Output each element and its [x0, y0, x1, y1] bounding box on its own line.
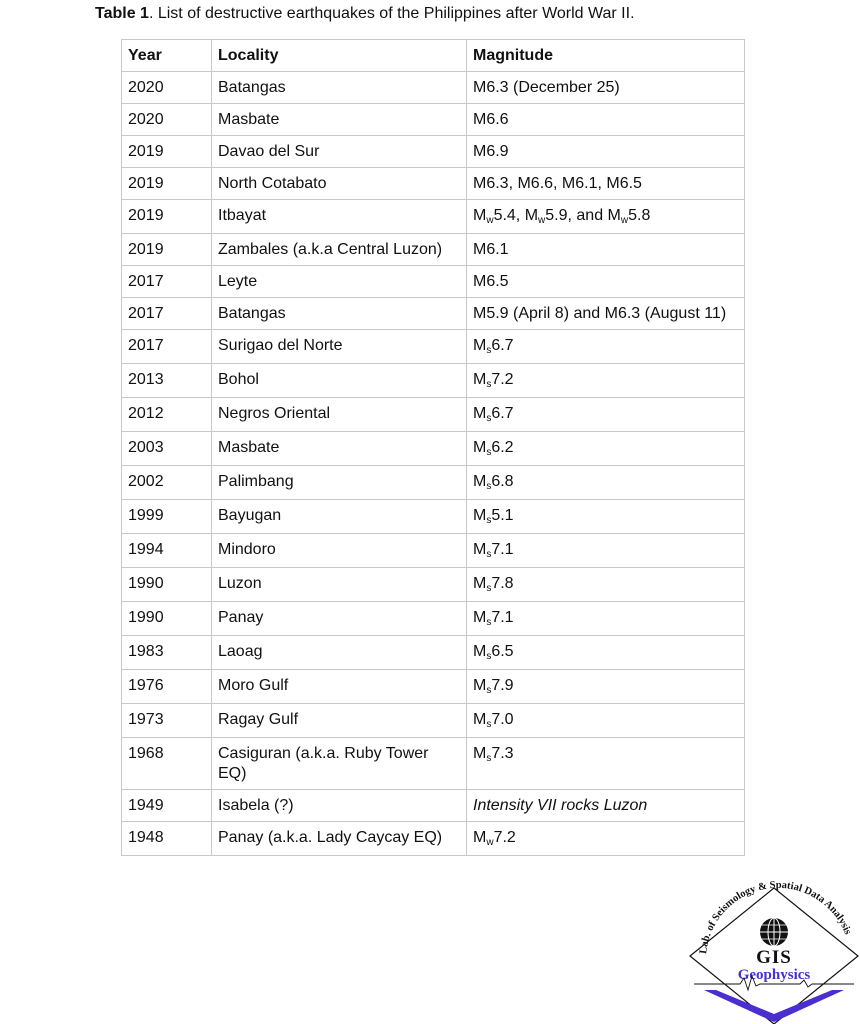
magnitude-text: 5.1 [491, 507, 514, 524]
magnitude-subscript: s [486, 549, 492, 560]
cell-magnitude [467, 104, 745, 136]
cell-magnitude [467, 432, 745, 466]
cell-year: 2019 [122, 136, 212, 168]
cell-year: 2017 [122, 330, 212, 364]
cell-locality: Panay [212, 602, 467, 636]
table-row [122, 534, 745, 568]
table-row [122, 398, 745, 432]
cell-magnitude [467, 398, 745, 432]
table-row [122, 364, 745, 398]
table-row [122, 266, 745, 298]
cell-magnitude [467, 200, 745, 234]
cell-magnitude [467, 266, 745, 298]
magnitude-text: M [473, 829, 487, 846]
table-row [122, 104, 745, 136]
logo-chevron [704, 990, 844, 1022]
magnitude-subscript: s [486, 515, 492, 526]
cell-year: 1990 [122, 602, 212, 636]
magnitude-text: M [473, 473, 487, 490]
cell-magnitude [467, 738, 745, 790]
table-header-row [122, 40, 745, 72]
cell-locality: Surigao del Norte [212, 330, 467, 364]
cell-locality: Leyte [212, 266, 467, 298]
cell-locality: Panay (a.k.a. Lady Caycay EQ) [212, 822, 467, 856]
magnitude-text: 7.0 [491, 711, 514, 728]
magnitude-subscript: s [486, 413, 492, 424]
cell-magnitude [467, 534, 745, 568]
cell-year: 2019 [122, 200, 212, 234]
magnitude-text: M6.6 [473, 111, 509, 128]
magnitude-subscript: s [486, 345, 492, 356]
cell-locality: Masbate [212, 432, 467, 466]
cell-locality: Masbate [212, 104, 467, 136]
cell-year: 2002 [122, 466, 212, 500]
table-row [122, 200, 745, 234]
table-row [122, 790, 745, 822]
table-row [122, 704, 745, 738]
header-locality: Locality [212, 40, 467, 72]
table-caption-label: Table 1 [95, 5, 149, 22]
magnitude-text: 6.7 [491, 337, 514, 354]
cell-magnitude [467, 568, 745, 602]
magnitude-text: M [473, 609, 487, 626]
logo-subtitle: Geophysics [737, 967, 811, 983]
cell-magnitude [467, 500, 745, 534]
cell-year: 1949 [122, 790, 212, 822]
cell-year: 2019 [122, 168, 212, 200]
cell-locality: Mindoro [212, 534, 467, 568]
cell-magnitude [467, 602, 745, 636]
magnitude-subscript: s [486, 685, 492, 696]
cell-locality: Ragay Gulf [212, 704, 467, 738]
magnitude-text: M [473, 745, 487, 762]
earthquake-table [121, 39, 745, 856]
cell-locality: Itbayat [212, 200, 467, 234]
table-caption-text: . List of destructive earthquakes of the Philippines after World War II. [148, 5, 635, 22]
magnitude-text: 6.2 [491, 439, 514, 456]
magnitude-text: M [473, 439, 487, 456]
cell-locality: Bayugan [212, 500, 467, 534]
magnitude-subscript: s [486, 753, 492, 764]
cell-locality: Casiguran (a.k.a. Ruby Tower EQ) [212, 738, 467, 790]
table-row [122, 500, 745, 534]
cell-locality: Davao del Sur [212, 136, 467, 168]
magnitude-text: M6.3 (December 25) [473, 79, 620, 96]
magnitude-subscript: w [538, 215, 546, 226]
cell-locality: Negros Oriental [212, 398, 467, 432]
cell-magnitude [467, 330, 745, 364]
magnitude-text: M [473, 677, 487, 694]
cell-locality: Bohol [212, 364, 467, 398]
magnitude-text: 7.9 [491, 677, 514, 694]
magnitude-subscript: s [486, 651, 492, 662]
magnitude-text: 6.8 [491, 473, 514, 490]
magnitude-text: M [473, 207, 487, 224]
cell-magnitude [467, 168, 745, 200]
cell-magnitude [467, 72, 745, 104]
table-row [122, 636, 745, 670]
cell-year: 2017 [122, 266, 212, 298]
magnitude-subscript: s [486, 481, 492, 492]
cell-locality: Batangas [212, 298, 467, 330]
table-row [122, 822, 745, 856]
header-year: Year [122, 40, 212, 72]
cell-year: 1948 [122, 822, 212, 856]
cell-locality: Moro Gulf [212, 670, 467, 704]
logo-ring-text: Lab. of Seismology & Spatial Data Analysis [698, 880, 854, 955]
cell-year: 1973 [122, 704, 212, 738]
magnitude-text: M6.1 [473, 241, 509, 258]
table-row [122, 432, 745, 466]
cell-magnitude [467, 670, 745, 704]
cell-magnitude [467, 234, 745, 266]
magnitude-text: 7.3 [491, 745, 514, 762]
magnitude-subscript: s [486, 719, 492, 730]
magnitude-subscript: s [486, 379, 492, 390]
magnitude-text: M5.9 (April 8) and M6.3 (August 11) [473, 305, 727, 322]
cell-year: 2003 [122, 432, 212, 466]
table-body [122, 72, 745, 856]
cell-year: 1999 [122, 500, 212, 534]
table-row [122, 738, 745, 790]
cell-magnitude [467, 704, 745, 738]
cell-locality: Laoag [212, 636, 467, 670]
magnitude-subscript: s [486, 583, 492, 594]
cell-magnitude [467, 298, 745, 330]
magnitude-subscript: w [620, 215, 629, 226]
cell-magnitude [467, 466, 745, 500]
cell-locality: Palimbang [212, 466, 467, 500]
gis-geophysics-logo [682, 880, 860, 1024]
cell-magnitude [467, 822, 745, 856]
magnitude-text: M [473, 711, 487, 728]
cell-magnitude [467, 136, 745, 168]
table-row [122, 72, 745, 104]
magnitude-text: M6.3, M6.6, M6.1, M6.5 [473, 175, 642, 192]
cell-year: 2013 [122, 364, 212, 398]
magnitude-text: M6.5 [473, 273, 509, 290]
table-row [122, 670, 745, 704]
cell-year: 2012 [122, 398, 212, 432]
magnitude-text: M [473, 371, 487, 388]
magnitude-text: 7.2 [493, 829, 516, 846]
table-row [122, 168, 745, 200]
magnitude-subscript: s [486, 617, 492, 628]
cell-year: 2020 [122, 72, 212, 104]
cell-year: 2019 [122, 234, 212, 266]
magnitude-text: 7.8 [491, 575, 514, 592]
globe-icon [760, 918, 788, 946]
magnitude-text: M [473, 337, 487, 354]
magnitude-subscript: w [486, 215, 494, 226]
cell-year: 1976 [122, 670, 212, 704]
cell-year: 1968 [122, 738, 212, 790]
magnitude-text: M [473, 405, 487, 422]
magnitude-text: 7.1 [491, 541, 514, 558]
table-row [122, 568, 745, 602]
magnitude-text: 6.5 [491, 643, 514, 660]
cell-year: 2020 [122, 104, 212, 136]
table-row [122, 466, 745, 500]
magnitude-text: Intensity VII rocks Luzon [473, 797, 648, 814]
magnitude-text: M [473, 575, 487, 592]
cell-magnitude [467, 364, 745, 398]
magnitude-text: M [473, 541, 487, 558]
magnitude-text: 5.8 [628, 207, 651, 224]
table-row [122, 136, 745, 168]
magnitude-text: M [473, 643, 487, 660]
table-row [122, 330, 745, 364]
cell-year: 1994 [122, 534, 212, 568]
cell-locality: Zambales (a.k.a Central Luzon) [212, 234, 467, 266]
table-row [122, 298, 745, 330]
cell-magnitude [467, 790, 745, 822]
logo-title: GIS [756, 947, 792, 968]
header-magnitude: Magnitude [467, 40, 745, 72]
table-row [122, 234, 745, 266]
magnitude-subscript: s [486, 447, 492, 458]
magnitude-text: 5.9, and M [545, 207, 621, 224]
table-row [122, 602, 745, 636]
cell-year: 1983 [122, 636, 212, 670]
table-caption [95, 4, 635, 24]
magnitude-text: 5.4, M [493, 207, 539, 224]
magnitude-subscript: w [486, 837, 494, 848]
cell-locality: Batangas [212, 72, 467, 104]
magnitude-text: 6.7 [491, 405, 514, 422]
cell-locality: Luzon [212, 568, 467, 602]
cell-year: 1990 [122, 568, 212, 602]
cell-locality: North Cotabato [212, 168, 467, 200]
cell-magnitude [467, 636, 745, 670]
cell-locality: Isabela (?) [212, 790, 467, 822]
magnitude-text: 7.2 [491, 371, 514, 388]
cell-year: 2017 [122, 298, 212, 330]
magnitude-text: 7.1 [491, 609, 514, 626]
magnitude-text: M [473, 507, 487, 524]
magnitude-text: M6.9 [473, 143, 509, 160]
